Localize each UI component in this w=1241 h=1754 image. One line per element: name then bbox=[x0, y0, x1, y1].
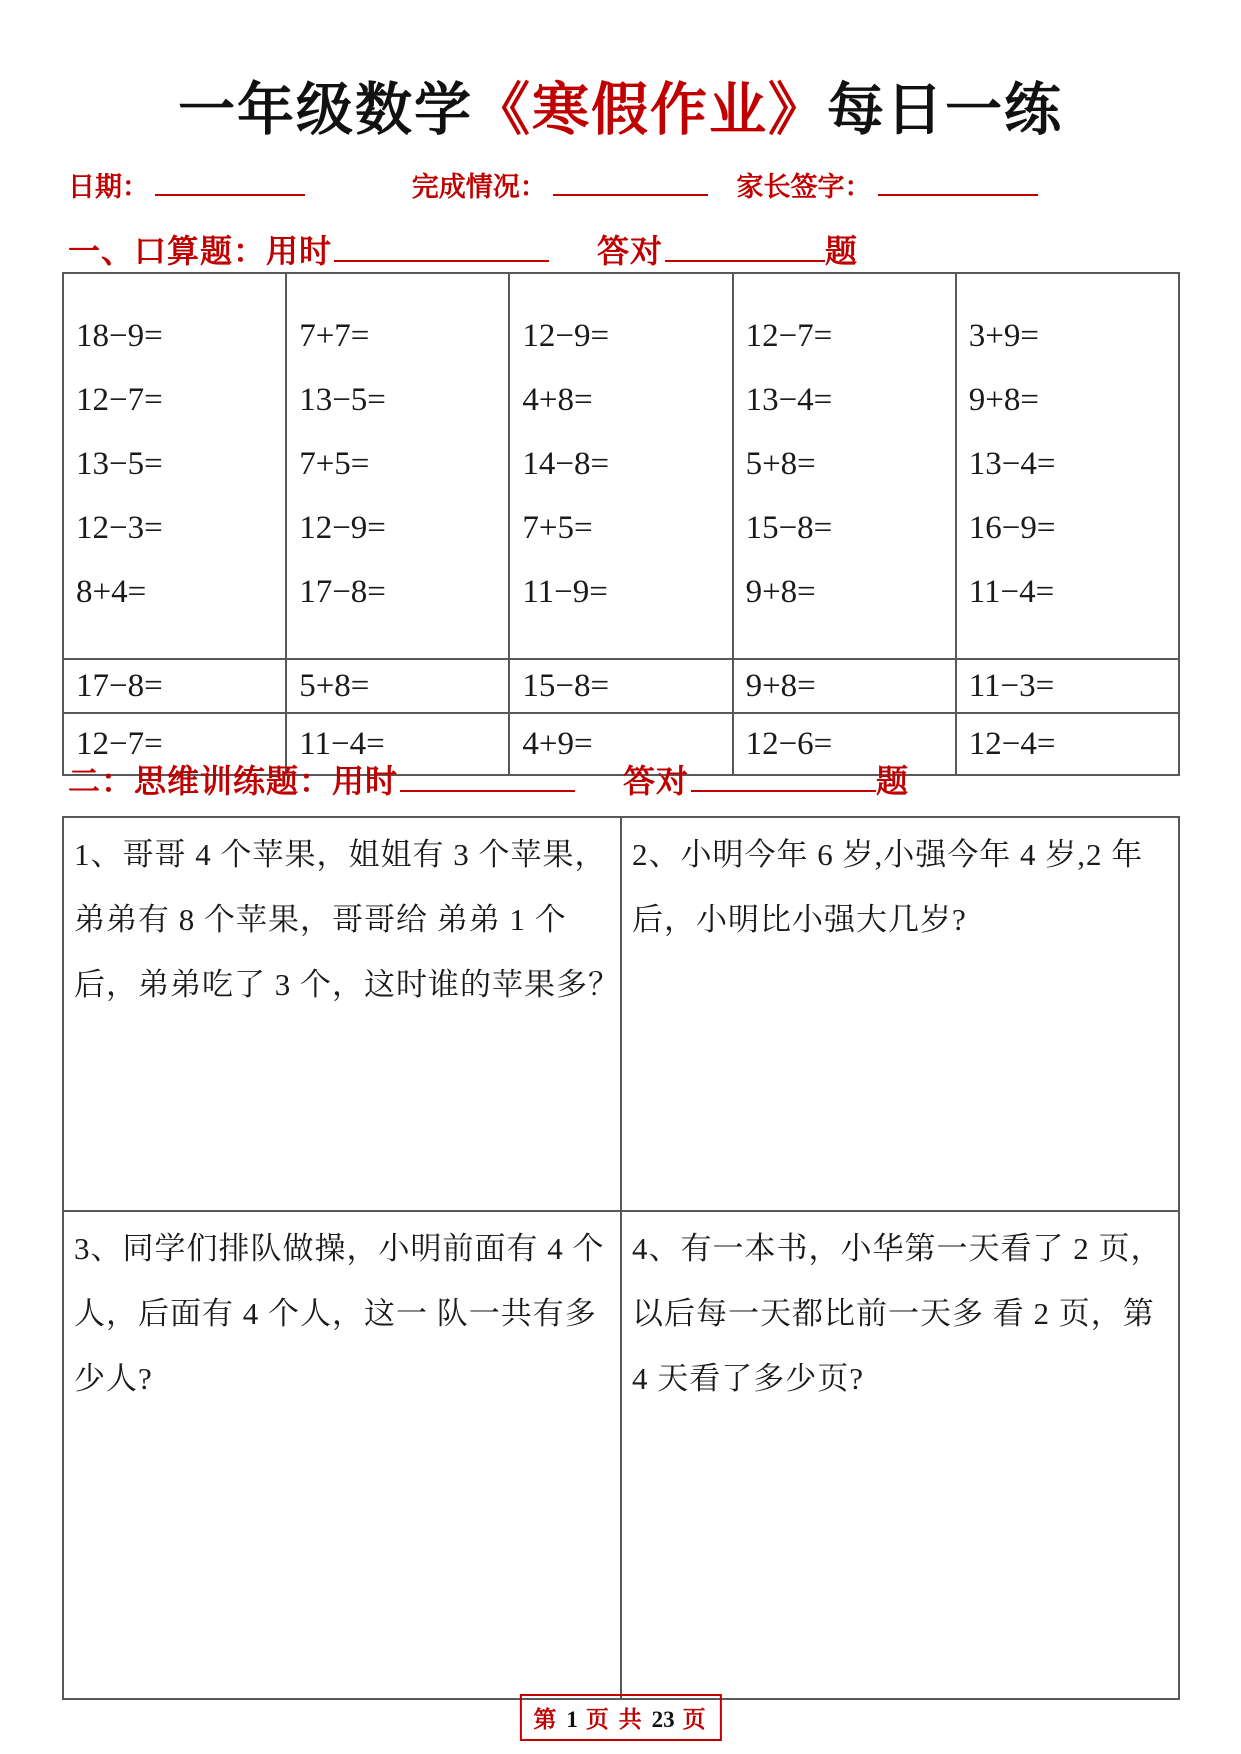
word-problems-row-2 bbox=[63, 1211, 1179, 1699]
word-problem-3 bbox=[63, 1211, 621, 1699]
problem-line: 4 天看了多少页? bbox=[632, 1361, 865, 1396]
oral-cell bbox=[509, 659, 732, 713]
problem-line: 以后每一天都比前一天多 看 2 页，第 bbox=[632, 1296, 1155, 1331]
oral-column-5-cell bbox=[956, 273, 1179, 659]
equation: 18−9= bbox=[76, 318, 163, 354]
equation: 5+8= bbox=[745, 446, 816, 482]
equation: 12−7= bbox=[76, 725, 163, 762]
problem-line: 3、同学们排队做操，小明前面有 4 个 bbox=[74, 1231, 605, 1266]
oral-top-row bbox=[63, 273, 1179, 659]
oral-arithmetic-table bbox=[62, 272, 1180, 776]
section2-correct-blank bbox=[691, 756, 876, 792]
title-grade-part: 一年级数学 bbox=[178, 79, 473, 142]
equation: 13−4= bbox=[968, 446, 1056, 482]
title-book-part: 《寒假作业》 bbox=[473, 79, 827, 142]
equation: 12−6= bbox=[745, 725, 833, 762]
signature-field bbox=[737, 165, 1038, 204]
equation: 17−8= bbox=[299, 574, 386, 610]
section1-time-blank bbox=[334, 226, 549, 262]
equation: 14−8= bbox=[522, 446, 610, 482]
section1-unit-label: 题 bbox=[825, 233, 859, 269]
page-title bbox=[0, 64, 1241, 146]
title-tail-part: 每日一练 bbox=[827, 79, 1063, 142]
section2-label: 二：思维训练题：用时 bbox=[68, 763, 399, 799]
date-label: 日期： bbox=[68, 172, 149, 202]
equation: 17−8= bbox=[76, 667, 163, 704]
oral-cell bbox=[286, 659, 509, 713]
oral-column-1-cell bbox=[63, 273, 286, 659]
oral-cell bbox=[733, 659, 956, 713]
word-problems-table bbox=[62, 816, 1180, 1700]
section1-correct-blank bbox=[665, 226, 825, 262]
problem-line: 4、有一本书，小华第一天看了 2 页， bbox=[632, 1231, 1163, 1266]
problem-line: 少人? bbox=[74, 1361, 153, 1396]
completion-field bbox=[412, 165, 708, 204]
section2-correct-label: 答对 bbox=[623, 763, 690, 799]
word-problem-1 bbox=[63, 817, 621, 1211]
equation: 7+5= bbox=[522, 510, 593, 546]
equation: 12−9= bbox=[522, 318, 610, 354]
equation: 11−4= bbox=[299, 725, 385, 762]
problem-line: 后，弟弟吃了 3 个，这时谁的苹果多？ bbox=[74, 967, 620, 1002]
oral-row-6 bbox=[63, 659, 1179, 713]
oral-column-4-cell bbox=[733, 273, 956, 659]
problem-line: 弟弟有 8 个苹果，哥哥给 弟弟 1 个 bbox=[74, 902, 567, 937]
equation: 11−9= bbox=[522, 574, 608, 610]
equation: 12−7= bbox=[745, 318, 833, 354]
equation: 9+8= bbox=[745, 574, 816, 610]
equation: 7+5= bbox=[299, 446, 370, 482]
signature-label: 家长签字： bbox=[736, 172, 872, 202]
problem-line: 后，小明比小强大几岁? bbox=[632, 902, 967, 937]
oral-column-2-cell bbox=[286, 273, 509, 659]
equation: 11−4= bbox=[968, 574, 1055, 610]
completion-blank bbox=[553, 166, 708, 196]
equation: 4+8= bbox=[522, 382, 593, 418]
section1-label: 一、口算题：用时 bbox=[68, 233, 333, 269]
problem-line: 1、哥哥 4 个苹果，姐姐有 3 个苹果， bbox=[74, 837, 607, 872]
section1-correct-label: 答对 bbox=[597, 233, 664, 269]
footer-page-prefix: 第 bbox=[533, 1707, 559, 1732]
equation: 16−9= bbox=[968, 510, 1056, 546]
meta-row bbox=[68, 165, 1201, 204]
section2-header bbox=[68, 756, 909, 802]
equation: 3+9= bbox=[968, 318, 1039, 354]
footer-suffix: 页 bbox=[682, 1707, 708, 1732]
oral-cell bbox=[956, 713, 1179, 775]
equation: 11−3= bbox=[968, 667, 1055, 704]
word-problem-4 bbox=[621, 1211, 1179, 1699]
completion-label: 完成情况： bbox=[411, 172, 547, 202]
problem-line: 2、小明今年 6 岁,小强今年 4 岁,2 年 bbox=[632, 837, 1144, 872]
date-blank bbox=[155, 166, 305, 196]
equation: 15−8= bbox=[745, 510, 833, 546]
equation: 12−7= bbox=[76, 382, 163, 418]
word-problems-row-1 bbox=[63, 817, 1179, 1211]
oral-cell bbox=[63, 659, 286, 713]
equation: 13−5= bbox=[76, 446, 163, 482]
page-footer bbox=[519, 1694, 721, 1741]
equation: 13−5= bbox=[299, 382, 386, 418]
equation: 7+7= bbox=[299, 318, 370, 354]
section2-unit-label: 题 bbox=[876, 763, 910, 799]
signature-blank bbox=[878, 166, 1038, 196]
equation: 13−4= bbox=[745, 382, 833, 418]
equation: 9+8= bbox=[968, 382, 1039, 418]
equation: 5+8= bbox=[299, 667, 370, 704]
footer-total-prefix: 页 共 bbox=[585, 1707, 644, 1732]
date-field bbox=[68, 165, 305, 204]
footer-total-number: 23 bbox=[651, 1707, 675, 1732]
equation: 4+9= bbox=[522, 725, 593, 762]
equation: 12−3= bbox=[76, 510, 163, 546]
footer-page-number: 1 bbox=[566, 1707, 578, 1732]
equation: 8+4= bbox=[76, 574, 147, 610]
section1-header bbox=[68, 226, 858, 272]
problem-line: 人，后面有 4 个人，这一 队一共有多 bbox=[74, 1296, 597, 1331]
oral-cell bbox=[956, 659, 1179, 713]
section2-time-blank bbox=[400, 756, 575, 792]
equation: 9+8= bbox=[745, 667, 816, 704]
equation: 12−4= bbox=[968, 725, 1056, 762]
equation: 15−8= bbox=[522, 667, 610, 704]
word-problem-2 bbox=[621, 817, 1179, 1211]
oral-column-3-cell bbox=[509, 273, 732, 659]
equation: 12−9= bbox=[299, 510, 386, 546]
